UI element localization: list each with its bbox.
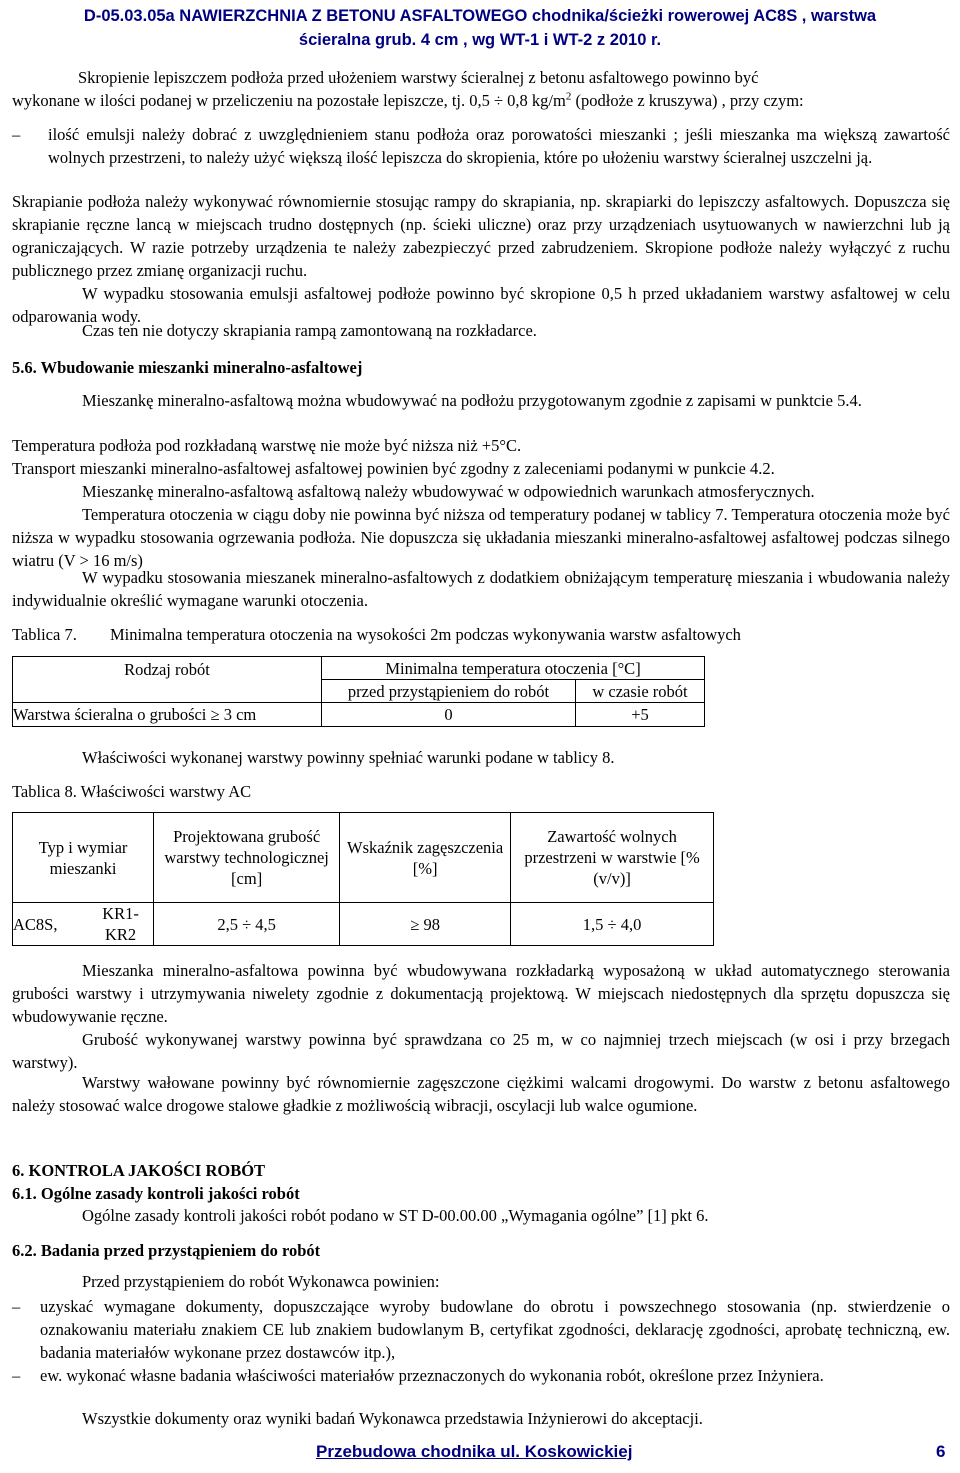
text-span: wykonane w ilości podanej w przeliczeniu na pozostałe lepiszcze, tj. 0,5 ÷ 0,8 kg/m [12,91,566,110]
table-cell: 1,5 ÷ 4,0 [511,903,714,946]
paragraph: Skrapianie podłoża należy wykonywać równomiernie stosując rampy do skrapiania, np. skrapiarki do lepiszczy asfaltowych. Dopuszcza się skrapianie ręczne lancą w miejscach trudno dostępnych (np. ścieki uliczne) oraz przy urządzeniach usytuowanych w nawierzchni lub ją ograniczających. W razie potrzeby urządzenia te należy zabezpieczyć przed zabrudzeniem. Skropione podłoże należy wyłączyć z ruchu publicznego przez zmianę organizacji ruchu. [12,192,950,280]
paragraph: Temperatura otoczenia w ciągu doby nie powinna być niższa od temperatury podanej w tablicy 7. Temperatura otoczenia może być niższa w wypadku stosowania ogrzewania podłoża. Nie dopuszcza się układania mieszanki mineralno-asfaltowej asfaltowej podczas silnego wiatru (V > 16 m/s) [12,505,950,570]
paragraph: Przed przystąpieniem do robót Wykonawca powinien: [82,1272,440,1291]
bullet-text: ew. wykonać własne badania właściwości materiałów przeznaczonych do wykonania robót, określone przez Inżyniera. [40,1366,824,1385]
paragraph: Ogólne zasady kontroli jakości robót podano w ST D-00.00.00 „Wymagania ogólne” [1] pkt 6. [82,1206,709,1225]
paragraph-line [12,89,950,112]
paragraph-line: Skropienie lepiszczem podłoża przed ułożeniem warstwy ścieralnej z betonu asfaltowego powinno być [78,68,759,87]
table-7 [12,656,705,727]
footer-title: Przebudowa chodnika ul. Koskowickiej [316,1442,633,1461]
paragraph: Mieszankę mineralno-asfaltową asfaltową należy wbudowywać w odpowiednich warunkach atmosferycznych. [82,482,815,501]
subsection-heading: 6.2. Badania przed przystąpieniem do robót [12,1241,321,1260]
table-header-cell: Minimalna temperatura otoczenia [°C] [322,657,705,680]
table-header-cell: Rodzaj robót [13,657,322,703]
text-span: (podłoże z kruszywa) , przy czym: [571,91,804,110]
table-cell: KR1-KR2 [88,903,154,946]
table-caption-text: Minimalna temperatura otoczenia na wysokości 2m podczas wykonywania warstw asfaltowych [110,625,741,644]
paragraph: Transport mieszanki mineralno-asfaltowej asfaltowej powinien być zgodny z zaleceniami podanymi w punkcie 4.2. [12,459,775,478]
document-header [0,4,960,52]
subsection-heading: 6.1. Ogólne zasady kontroli jakości robót [12,1184,300,1203]
paragraph: Temperatura podłoża pod rozkładaną warstwę nie może być niższa niż +5°C. [12,436,522,455]
section-heading: 6. KONTROLA JAKOŚCI ROBÓT [12,1161,266,1180]
paragraph: Wszystkie dokumenty oraz wyniki badań Wykonawca przedstawia Inżynierowi do akceptacji. [82,1409,703,1428]
dash-bullet: – [12,1366,21,1385]
table-caption [12,623,950,646]
table-label: Tablica 8. Właściwości warstwy AC [12,782,252,801]
table-header-cell: w czasie robót [576,680,705,703]
table-header-cell: Projektowana grubość warstwy technologicznej [cm] [154,813,340,903]
table-header-cell: Typ i wymiar mieszanki [13,813,154,903]
paragraph: Mieszanka mineralno-asfaltowa powinna być wbudowywana rozkładarką wyposażoną w układ automatycznego sterowania grubości warstwy i utrzymywania niwelety zgodnie z dokumentacją projektową. W miejscach niedostępnych dla sprzętu dopuszcza się wbudowywanie ręczne. [12,961,950,1026]
table-header-cell: Wskaźnik zagęszczenia [%] [340,813,511,903]
paragraph: Czas ten nie dotyczy skrapiania rampą zamontowaną na rozkładarce. [82,321,537,340]
paragraph: Mieszankę mineralno-asfaltową można wbudowywać na podłożu przygotowanym zgodnie z zapisami w punktcie 5.4. [82,391,862,410]
bullet-text: ilość emulsji należy dobrać z uwzględnieniem stanu podłoża oraz porowatości mieszanki ; jeśli mieszanka ma większą zawartość wolnych przestrzeni, to należy użyć większą ilość lepiszcza do skropienia, które po ułożeniu warstwy ścieralnej uszczelni ją. [48,125,950,167]
paragraph: Grubość wykonywanej warstwy powinna być sprawdzana co 25 m, w co najmniej trzech miejscach (w osi i przy brzegach warstwy). [12,1030,950,1072]
bullet-text: uzyskać wymagane dokumenty, dopuszczające wyroby budowlane do obrotu i powszechnego stosowania (np. stwierdzenie o oznakowaniu materiału znakiem CE lub znakiem budowlanym B, certyfikat zgodności, deklarację zgodności, aprobatę techniczną, ew. badania materiałów wykonane przez dostawców itp.), [40,1297,950,1362]
table-cell: 0 [322,703,576,727]
paragraph: W wypadku stosowania emulsji asfaltowej podłoże powinno być skropione 0,5 h przed układaniem warstwy asfaltowej w celu odparowania wody. [12,284,950,326]
table-cell: ≥ 98 [340,903,511,946]
table-8 [12,812,714,946]
table-cell: AC8S, [13,903,89,946]
table-cell: 2,5 ÷ 4,5 [154,903,340,946]
paragraph: Właściwości wykonanej warstwy powinny spełniać warunki podane w tablicy 8. [82,748,615,767]
superscript: 2 [565,90,572,103]
section-heading: 5.6. Wbudowanie mieszanki mineralno-asfaltowej [12,358,363,377]
table-label: Tablica 7. [12,625,77,644]
table-header-cell: przed przystąpieniem do robót [322,680,576,703]
paragraph: Warstwy wałowane powinny być równomiernie zagęszczone ciężkimi walcami drogowymi. Do warstw z betonu asfaltowego należy stosować walce drogowe stalowe gładkie z możliwością wibracji, oscylacji lub walce ogumione. [12,1073,950,1115]
header-line-2: ścieralna grub. 4 cm , wg WT-1 i WT-2 z 2010 r. [298,31,662,49]
page-number: 6 [936,1442,946,1461]
table-cell: +5 [576,703,705,727]
table-header-cell: Zawartość wolnych przestrzeni w warstwie [%(v/v)] [511,813,714,903]
dash-bullet: – [12,1297,21,1316]
table-cell: Warstwa ścieralna o grubości ≥ 3 cm [13,703,322,727]
paragraph: W wypadku stosowania mieszanek mineralno-asfaltowych z dodatkiem obniżającym temperaturę mieszania i wbudowania należy indywidualnie określić wymagane warunki otoczenia. [12,568,950,610]
dash-bullet: – [12,125,21,144]
header-line-1: D-05.03.05a NAWIERZCHNIA Z BETONU ASFALTOWEGO chodnika/ścieżki rowerowej AC8S , warstwa [83,7,877,25]
